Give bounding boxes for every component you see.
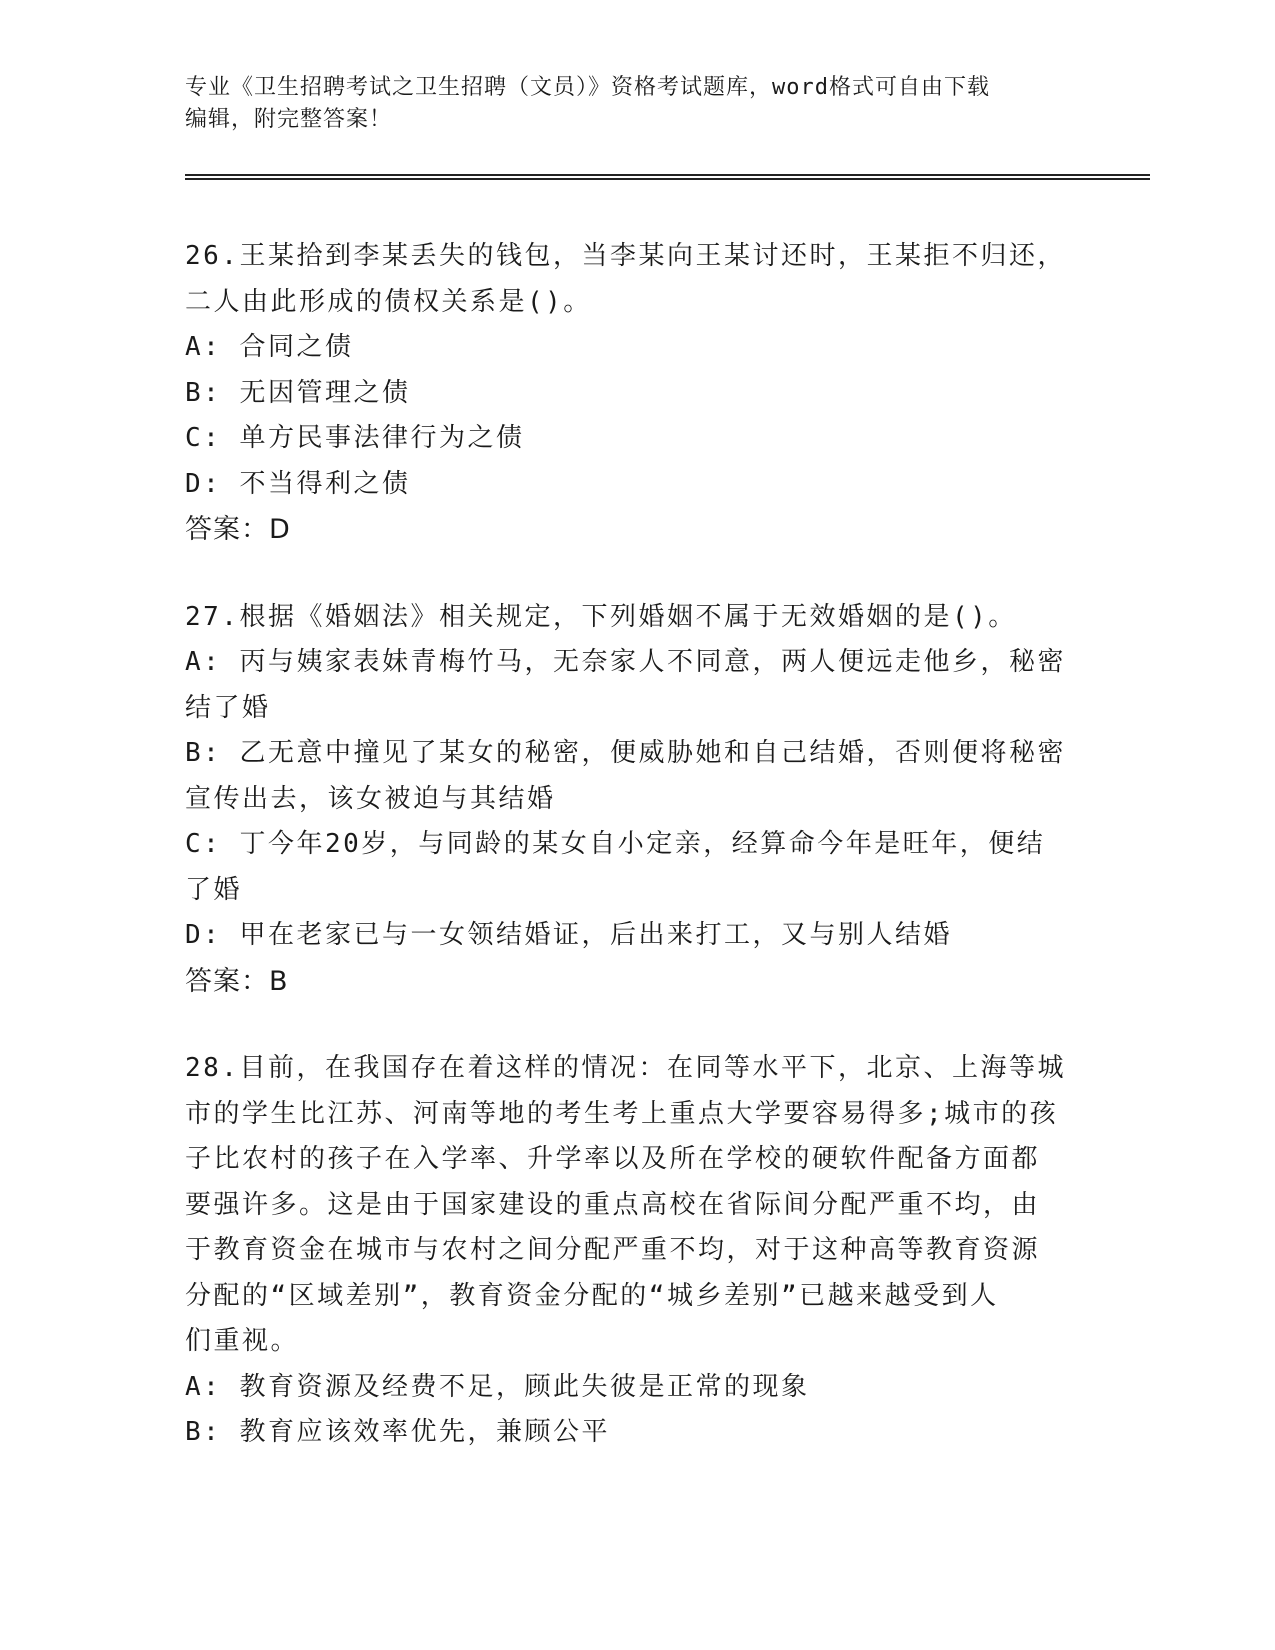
header-divider <box>185 174 1150 180</box>
question-stem-line: 子比农村的孩子在入学率、升学率以及所在学校的硬软件配备方面都 <box>185 1144 1041 1174</box>
document-header <box>185 72 1065 136</box>
question-stem-line: 28.目前，在我国存在着这样的情况：在同等水平下，北京、上海等城 <box>185 1053 1066 1083</box>
question-stem-line: 们重视。 <box>185 1326 300 1356</box>
question-stem-line: 分配的“区域差别”，教育资金分配的“城乡差别”已越来越受到人 <box>185 1280 999 1311</box>
question-block <box>185 1046 1085 1456</box>
question-stem-line: 27.根据《婚姻法》相关规定，下列婚姻不属于无效婚姻的是()。 <box>185 601 1017 632</box>
option-line: B: 无因管理之债 <box>185 377 411 408</box>
answer-line: 答案：D <box>185 514 291 545</box>
option-line: A: 合同之债 <box>185 332 354 362</box>
answer-line: 答案：B <box>185 965 289 997</box>
question-list <box>185 234 1085 1498</box>
option-line: D: 不当得利之债 <box>185 468 411 499</box>
option-line: B: 乙无意中撞见了某女的秘密，便威胁她和自己结婚，否则便将秘密 <box>185 738 1066 768</box>
question-stem-line: 要强许多。这是由于国家建设的重点高校在省际间分配严重不均，由 <box>185 1189 1041 1220</box>
question-block <box>185 595 1085 1005</box>
option-line: A: 教育资源及经费不足，顾此失彼是正常的现象 <box>185 1371 810 1402</box>
header-line: 编辑，附完整答案！ <box>185 107 393 132</box>
question-block <box>185 234 1085 553</box>
option-line: 宣传出去，该女被迫与其结婚 <box>185 783 556 814</box>
question-stem-line: 市的学生比江苏、河南等地的考生考上重点大学要容易得多;城市的孩 <box>185 1098 1059 1129</box>
question-stem-line: 于教育资金在城市与农村之间分配严重不均，对于这种高等教育资源 <box>185 1235 1041 1265</box>
option-line: C: 丁今年20岁，与同龄的某女自小定亲，经算命今年是旺年，便结 <box>185 829 1046 859</box>
option-line: B: 教育应该效率优先，兼顾公平 <box>185 1417 610 1447</box>
header-line: 专业《卫生招聘考试之卫生招聘（文员）》资格考试题库，word格式可自由下载 <box>185 75 990 100</box>
option-line: C: 单方民事法律行为之债 <box>185 423 525 453</box>
question-stem-line: 二人由此形成的债权关系是()。 <box>185 286 592 317</box>
option-line: D: 甲在老家已与一女领结婚证，后出来打工，又与别人结婚 <box>185 920 952 950</box>
option-line: A: 丙与姨家表妹青梅竹马，无奈家人不同意，两人便远走他乡，秘密 <box>185 647 1066 677</box>
option-line: 结了婚 <box>185 692 271 723</box>
question-stem-line: 26.王某拾到李某丢失的钱包，当李某向王某讨还时，王某拒不归还， <box>185 241 1066 271</box>
option-line: 了婚 <box>185 874 243 905</box>
